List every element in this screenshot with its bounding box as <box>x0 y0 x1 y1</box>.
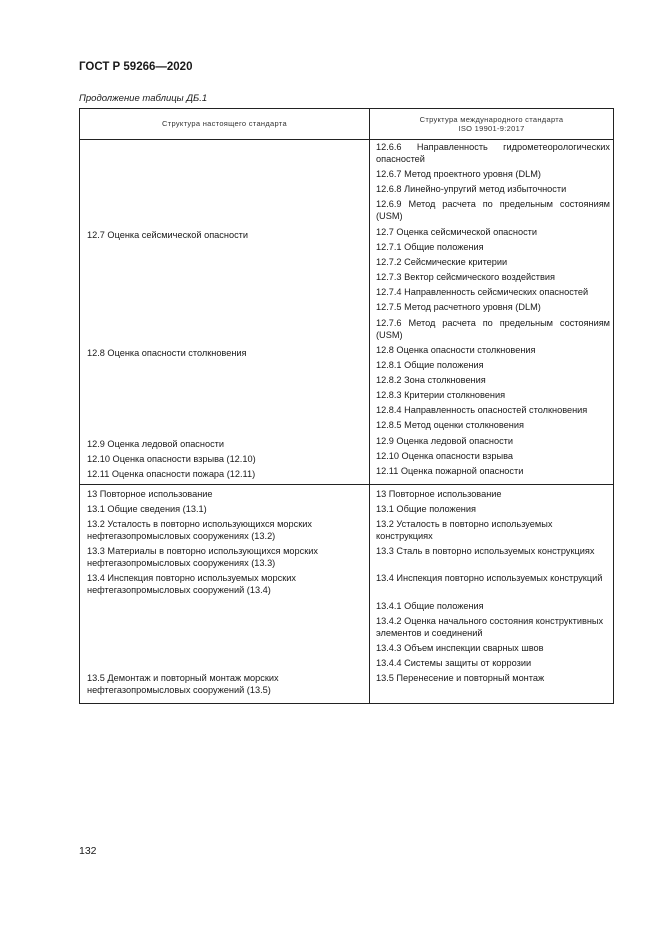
right-item: 12.7.6 Метод расчета по предельным состояниям (USM) <box>376 318 610 340</box>
right-item: 12.7 Оценка сейсмической опасности <box>376 227 537 237</box>
right-item: 12.7.3 Вектор сейсмического воздействия <box>376 272 555 282</box>
section-divider <box>80 484 613 485</box>
left-item: 12.11 Оценка опасности пожара (12.11) <box>87 469 256 479</box>
right-item: 12.7.2 Сейсмические критерии <box>376 257 508 267</box>
right-item: 13.4.3 Объем инспекции сварных швов <box>376 643 544 653</box>
right-item: 13.5 Перенесение и повторный монтаж <box>376 673 545 683</box>
right-item: 12.6.8 Линейно-упругий метод избыточности <box>376 184 567 194</box>
right-item: 12.11 Оценка пожарной опасности <box>376 466 524 476</box>
right-item: 12.9 Оценка ледовой опасности <box>376 436 514 446</box>
right-item: 12.8.1 Общие положения <box>376 360 484 370</box>
right-item: 12.6.9 Метод расчета по предельным состояниям (USM) <box>376 199 610 221</box>
right-item: 12.8.3 Критерии столкновения <box>376 390 506 400</box>
left-item: 13.4 Инспекция повторно используемых морских нефтегазопромысловых сооружений (13.4) <box>87 573 296 595</box>
left-item: 13.1 Общие сведения (13.1) <box>87 504 207 514</box>
comparison-table <box>79 108 614 704</box>
left-item: 12.7 Оценка сейсмической опасности <box>87 230 248 240</box>
left-item: 12.10 Оценка опасности взрыва (12.10) <box>87 454 256 464</box>
column-header-international: Структура международного стандарта ISO 19901-9:2017 <box>419 114 564 133</box>
right-item: 12.8.4 Направленность опасностей столкновения <box>376 405 588 415</box>
right-item: 13.1 Общие положения <box>376 504 476 514</box>
right-item: 12.8.2 Зона столкновения <box>376 375 486 385</box>
right-item: 13 Повторное использование <box>376 489 502 499</box>
right-item: 13.4.2 Оценка начального состояния конструктивных элементов и соединений <box>376 616 604 638</box>
left-item: 13.2 Усталость в повторно использующихся морских нефтегазопромысловых сооружениях (13.2) <box>87 519 312 541</box>
right-item: 12.10 Оценка опасности взрыва <box>376 451 513 461</box>
table-caption: Продолжение таблицы ДБ.1 <box>79 93 208 104</box>
column-header-national: Структура настоящего стандарта <box>162 119 287 129</box>
left-item: 12.8 Оценка опасности столкновения <box>87 348 247 358</box>
right-item: 12.6.6 Направленность гидрометеорологических опасностей <box>376 142 610 164</box>
right-item: 12.6.7 Метод проектного уровня (DLM) <box>376 169 541 179</box>
header-divider <box>80 139 613 140</box>
right-item: 13.2 Усталость в повторно используемых конструкциях <box>376 519 553 541</box>
right-item: 13.4.4 Системы защиты от коррозии <box>376 658 532 668</box>
right-item: 12.8.5 Метод оценки столкновения <box>376 420 524 430</box>
left-item: 12.9 Оценка ледовой опасности <box>87 439 225 449</box>
right-item: 13.4 Инспекция повторно используемых конструкций <box>376 573 603 583</box>
page-number: 132 <box>79 845 97 857</box>
left-item: 13.5 Демонтаж и повторный монтаж морских нефтегазопромысловых сооружений (13.5) <box>87 673 279 695</box>
column-divider <box>369 109 370 703</box>
right-item: 12.7.4 Направленность сейсмических опасностей <box>376 287 589 297</box>
right-item: 13.4.1 Общие положения <box>376 601 484 611</box>
right-item: 12.8 Оценка опасности столкновения <box>376 345 536 355</box>
left-item: 13 Повторное использование <box>87 489 213 499</box>
left-item: 13.3 Материалы в повторно использующихся морских нефтегазопромысловых сооружениях (13.3) <box>87 546 318 568</box>
right-item: 13.3 Сталь в повторно используемых конструкциях <box>376 546 595 556</box>
right-item: 12.7.5 Метод расчетного уровня (DLM) <box>376 302 541 312</box>
document-code: ГОСТ Р 59266—2020 <box>79 61 193 73</box>
right-item: 12.7.1 Общие положения <box>376 242 484 252</box>
